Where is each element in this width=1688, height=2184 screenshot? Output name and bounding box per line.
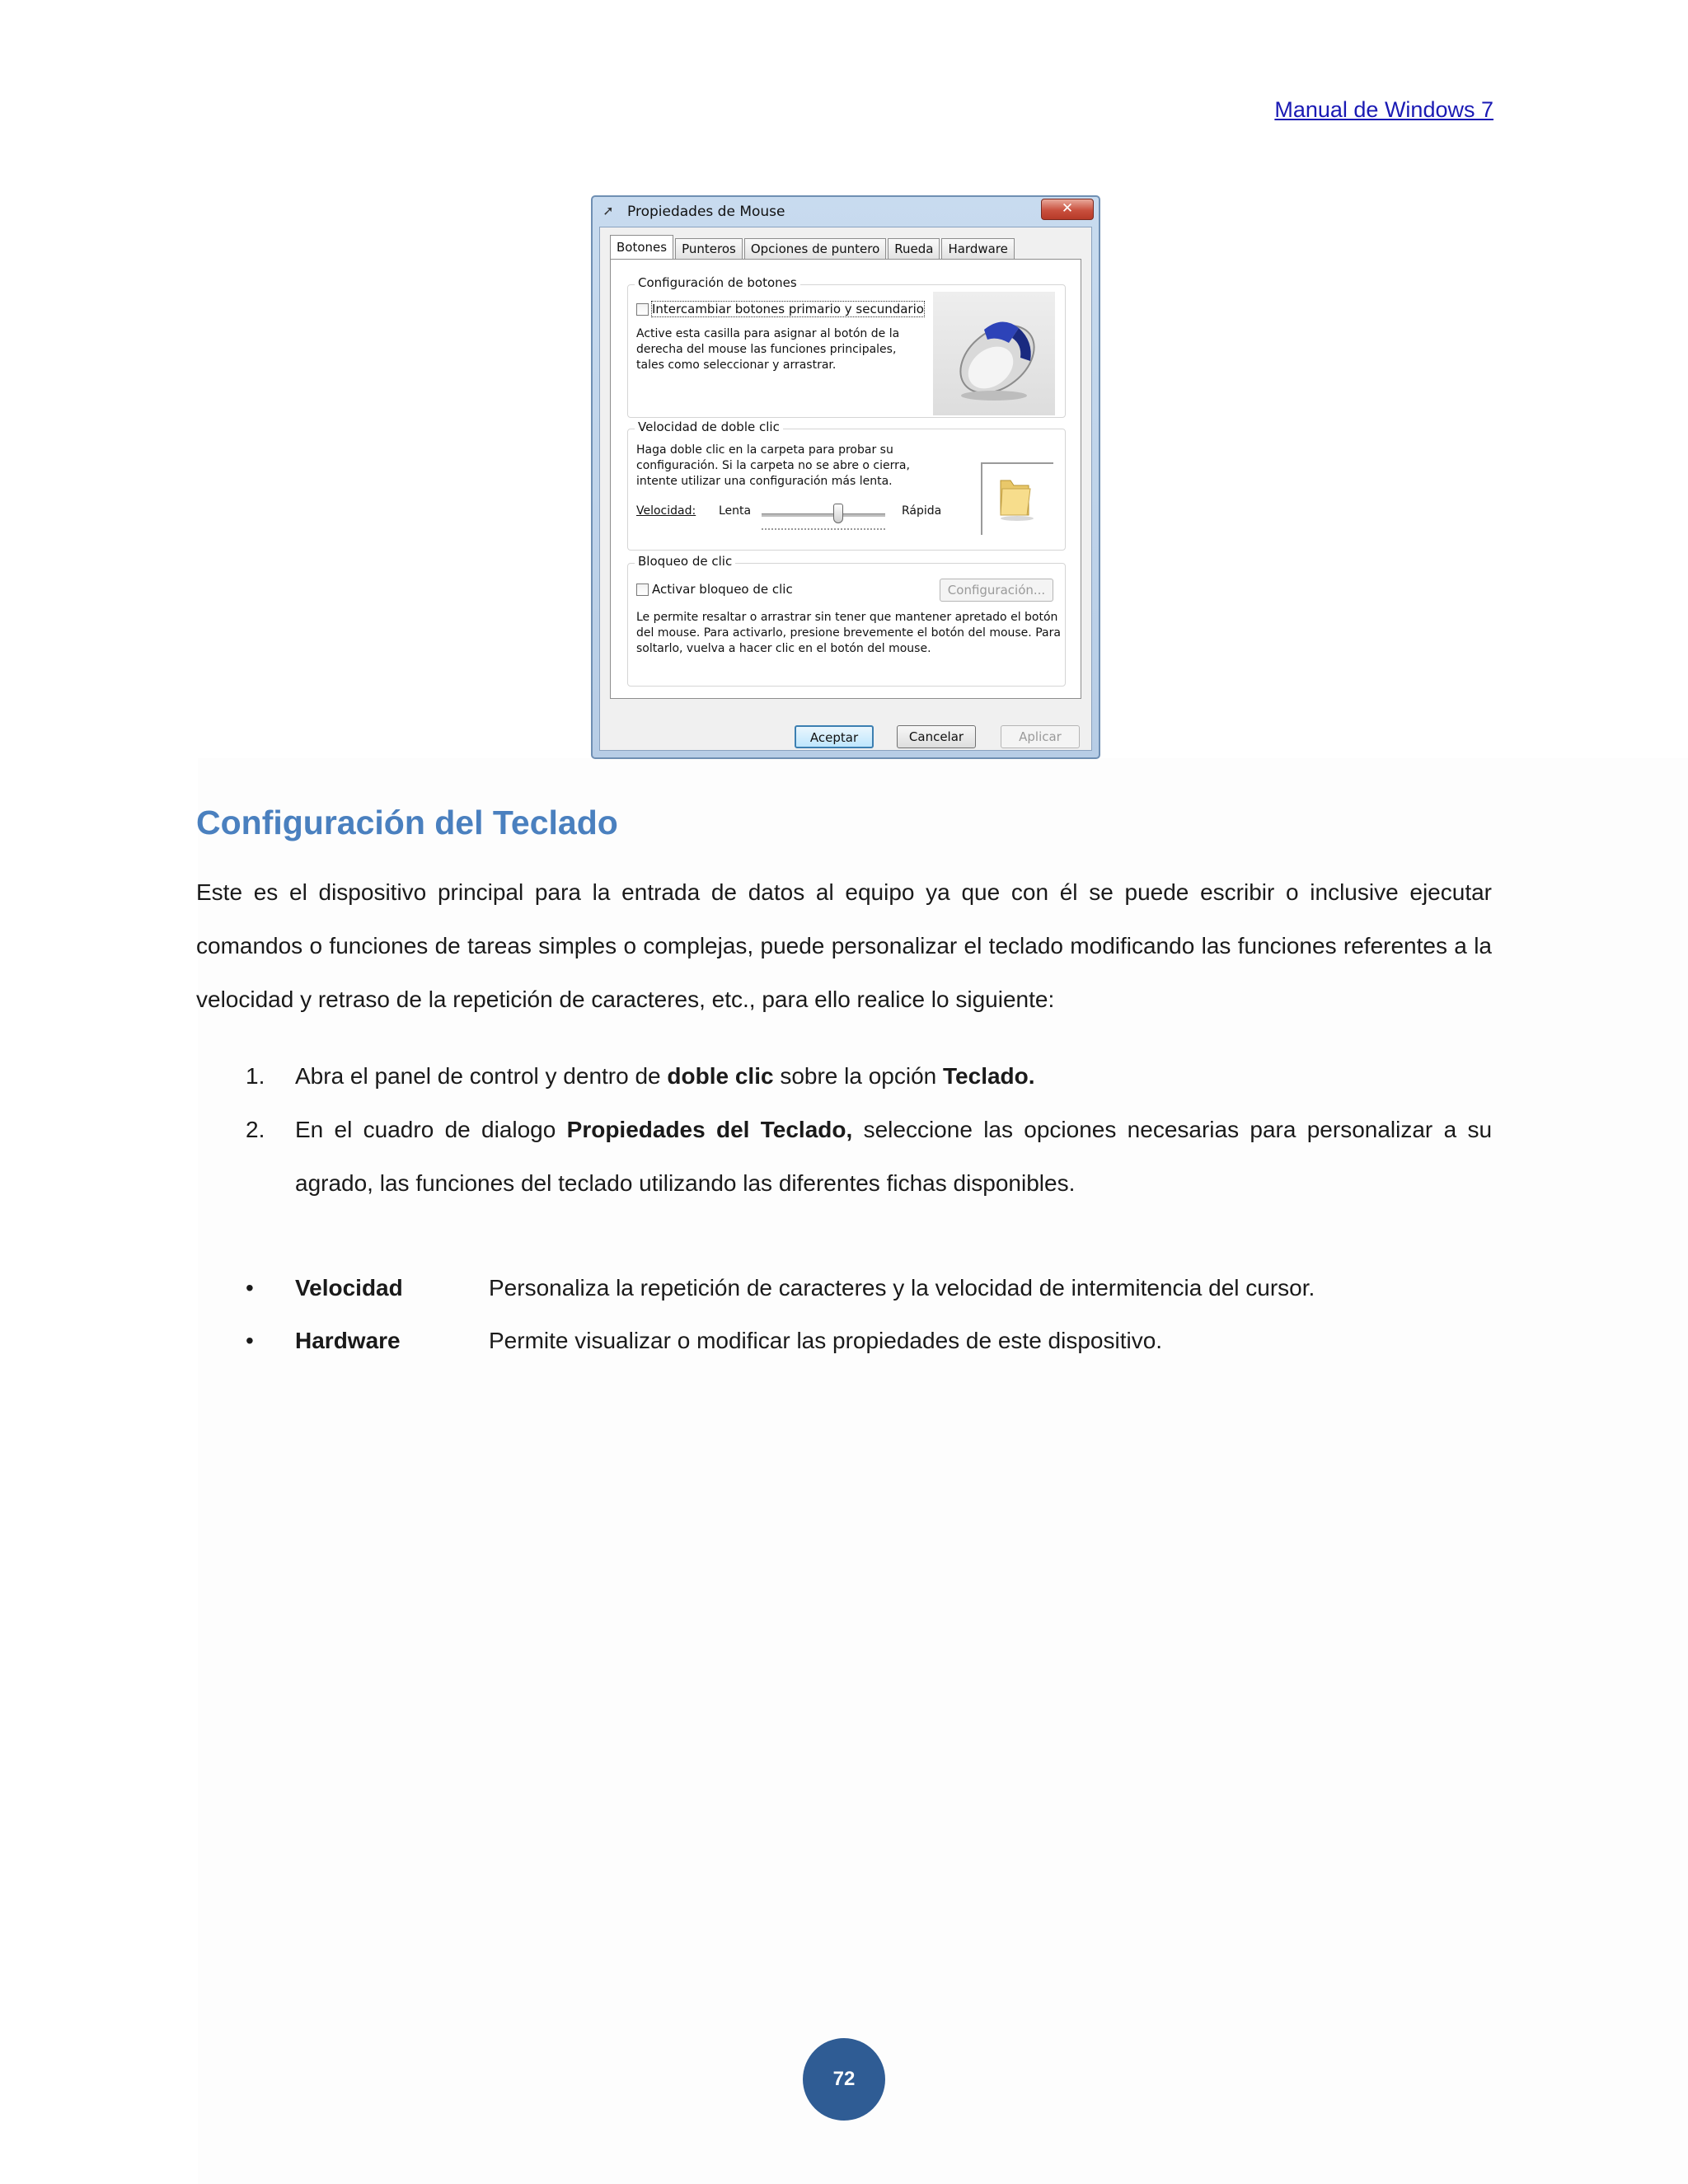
tab-panel-botones [610, 259, 1081, 699]
tab-descriptions-list [196, 1262, 1492, 1367]
tab-strip [610, 234, 1016, 259]
double-click-speed-group [627, 419, 1066, 551]
speed-slider-ticks [762, 528, 885, 532]
bullet: • [246, 1275, 254, 1301]
dialog-title: Propiedades de Mouse [627, 204, 785, 220]
speed-label: Velocidad: [636, 504, 696, 518]
list-item [196, 1262, 1492, 1315]
step-bold-text: Propiedades del Teclado, [566, 1117, 853, 1142]
list-item [196, 1315, 1492, 1367]
checkbox-label[interactable]: Activar bloqueo de clic [652, 582, 793, 597]
tab-opciones-de-puntero[interactable]: Opciones de puntero [744, 238, 886, 259]
page-number-badge: 72 [803, 2038, 885, 2121]
group-title: Velocidad de doble clic [635, 419, 783, 434]
ok-button[interactable]: Aceptar [795, 725, 874, 748]
tab-botones[interactable]: Botones [610, 235, 673, 260]
bullet-description: Permite visualizar o modificar las propiedades de este dispositivo. [489, 1328, 1163, 1353]
section-heading: Configuración del Teclado [196, 804, 618, 841]
swap-buttons-checkbox[interactable] [636, 302, 924, 316]
step-bold-text: Teclado. [943, 1063, 1035, 1089]
bullet-term: Hardware [295, 1328, 401, 1353]
list-item [196, 1049, 1492, 1103]
fast-label: Rápida [902, 504, 942, 518]
click-lock-checkbox[interactable] [636, 582, 793, 597]
checkbox-label[interactable]: Intercambiar botones primario y secundario [652, 302, 924, 316]
mouse-properties-dialog [591, 195, 1100, 759]
close-button[interactable]: ✕ [1041, 199, 1094, 220]
list-item [196, 1103, 1492, 1210]
click-lock-config-button[interactable]: Configuración... [940, 579, 1053, 602]
step-bold-text: doble clic [667, 1063, 774, 1089]
step-text: sobre la opción [773, 1063, 944, 1089]
steps-list [196, 1049, 1492, 1210]
bullet-term: Velocidad [295, 1275, 403, 1301]
group-title: Configuración de botones [635, 275, 800, 290]
cancel-button[interactable]: Cancelar [897, 725, 976, 748]
click-lock-group [627, 554, 1066, 687]
double-click-description: Haga doble clic en la carpeta para probar su configuración. Si la carpeta no se abre o cierra, intente utilizar una configuración más lenta. [636, 443, 910, 488]
bullet-description: Personaliza la repetición de caracteres y la velocidad de intermitencia del cursor. [489, 1275, 1315, 1301]
manual-header-link[interactable]: Manual de Windows 7 [1274, 97, 1493, 122]
dialog-client-area [599, 227, 1092, 751]
tab-punteros[interactable]: Punteros [675, 238, 743, 259]
speed-slider-thumb[interactable] [833, 504, 843, 523]
intro-paragraph: Este es el dispositivo principal para la entrada de datos al equipo ya que con él se puede escribir o inclusive ejecutar comandos o funciones de tareas simples o complejas, puede personalizar el teclado modificando las funciones referentes a la velocidad y retraso de la repetición de caracteres, etc., para ello realice lo siguiente: [196, 879, 1492, 1012]
folder-icon[interactable] [982, 464, 1052, 533]
group-title: Bloqueo de clic [635, 554, 735, 569]
speed-slider-track[interactable] [762, 513, 885, 517]
tab-hardware[interactable]: Hardware [941, 238, 1014, 259]
slow-label: Lenta [719, 504, 752, 518]
step-number: 2. [246, 1117, 265, 1142]
swap-buttons-description: Active esta casilla para asignar al botón de la derecha del mouse las funciones principales, tales como seleccionar y arrastrar. [636, 327, 900, 372]
step-text: seleccione las opciones necesarias para personalizar a su agrado, las funciones del teclado utilizando las diferentes fichas disponibles. [295, 1117, 1493, 1196]
test-folder-area[interactable] [981, 462, 1053, 535]
tab-rueda[interactable]: Rueda [888, 238, 940, 259]
step-text: Abra el panel de control y dentro de [295, 1063, 668, 1089]
mouse-image [933, 292, 1055, 415]
dialog-titlebar [593, 197, 1099, 227]
checkbox-box[interactable] [636, 303, 649, 316]
apply-button[interactable]: Aplicar [1001, 725, 1080, 748]
bullet: • [246, 1328, 254, 1353]
mouse-pointer-icon: ➚ [603, 203, 614, 218]
click-lock-description: Le permite resaltar o arrastrar sin tener que mantener apretado el botón del mouse. Para activarlo, presione brevemente el botón del mouse. Para soltarlo, vuelva a hacer clic en el botón del mouse. [636, 611, 1061, 655]
checkbox-box[interactable] [636, 583, 649, 596]
button-config-group [627, 275, 1066, 418]
step-text: En el cuadro de dialogo [295, 1117, 567, 1142]
step-number: 1. [246, 1063, 265, 1089]
